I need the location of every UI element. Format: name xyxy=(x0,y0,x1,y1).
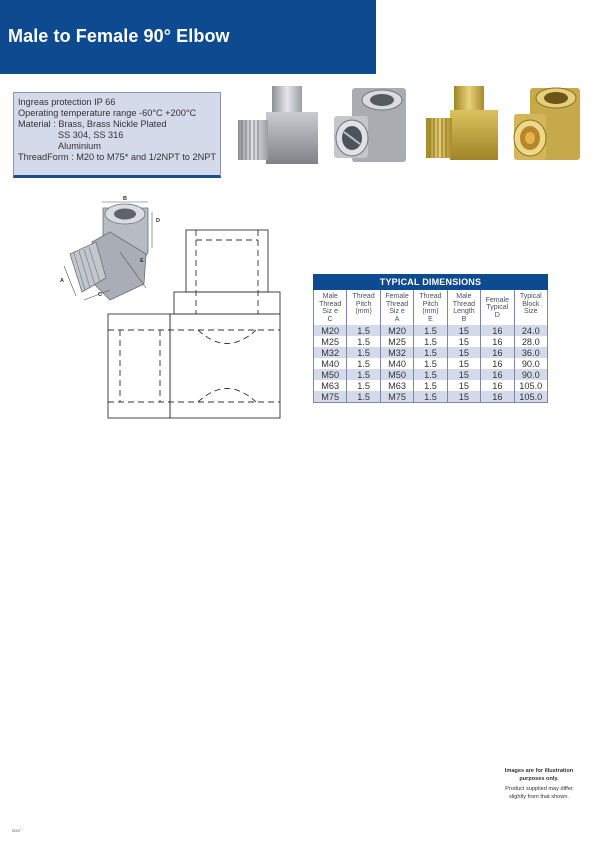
product-photo-ss-side xyxy=(230,82,326,172)
table-cell: 16 xyxy=(481,369,514,380)
table-cell: 15 xyxy=(447,336,480,347)
title-banner xyxy=(0,0,376,74)
table-header-row xyxy=(314,290,548,325)
col-female-typical: Female Typical D xyxy=(481,290,514,325)
col-male-thread-size: Male Thread Siz e C xyxy=(314,290,347,325)
table-cell: 24.0 xyxy=(514,325,547,336)
disclaimer-note xyxy=(498,768,580,801)
table-cell: 1.5 xyxy=(347,347,380,358)
disclaimer-line-4: slightly from that shown. xyxy=(508,793,569,800)
specification-box xyxy=(13,92,221,178)
spec-temperature: Operating temperature range -60°C +200°C xyxy=(18,108,197,118)
table-cell: 1.5 xyxy=(414,369,447,380)
table-title: TYPICAL DIMENSIONS xyxy=(313,274,548,290)
table-cell: 15 xyxy=(447,347,480,358)
table-row xyxy=(314,325,548,336)
spec-material-ss: SS 304, SS 316 xyxy=(58,130,124,140)
product-photo-brass-side xyxy=(420,82,504,172)
table-cell: 16 xyxy=(481,391,514,403)
col-typical-block-size: Typical Block Size xyxy=(514,290,547,325)
table-cell: 36.0 xyxy=(514,347,547,358)
table-cell: 16 xyxy=(481,325,514,336)
table-cell: M50 xyxy=(314,369,347,380)
table-row xyxy=(314,391,548,403)
col-female-thread-size: Female Thread Siz e A xyxy=(380,290,413,325)
table-cell: 1.5 xyxy=(347,369,380,380)
table-cell: 1.5 xyxy=(414,325,447,336)
table-cell: 1.5 xyxy=(414,391,447,403)
isometric-elbow-illustration xyxy=(64,202,152,300)
table-cell: M25 xyxy=(380,336,413,347)
spec-material: Material : Brass, Brass Nickle Plated xyxy=(18,119,167,129)
disclaimer-line-2: purposes only. xyxy=(519,775,559,782)
product-photo-brass-open xyxy=(510,82,586,172)
disclaimer-line-1: Images are for illustration xyxy=(504,768,574,774)
table-cell: 90.0 xyxy=(514,369,547,380)
table-cell: 1.5 xyxy=(347,391,380,403)
table-cell: M75 xyxy=(380,391,413,403)
table-cell: M40 xyxy=(314,358,347,369)
table-cell: 1.5 xyxy=(414,347,447,358)
typical-dimensions-table xyxy=(313,274,548,403)
table-cell: 16 xyxy=(481,336,514,347)
table-cell: M20 xyxy=(314,325,347,336)
table-cell: M25 xyxy=(314,336,347,347)
table-cell: 16 xyxy=(481,380,514,391)
table-cell: M32 xyxy=(380,347,413,358)
page-code: 0007 xyxy=(12,828,21,833)
dim-label-b: B xyxy=(123,196,127,202)
spec-threadform: ThreadForm : M20 to M75* and 1/2NPT to 2NPT xyxy=(18,152,216,162)
col-male-thread-pitch: Thread Pitch (mm) xyxy=(347,290,380,325)
product-photo-ss-open xyxy=(330,82,412,172)
table-cell: 15 xyxy=(447,391,480,403)
table-cell: M32 xyxy=(314,347,347,358)
table-cell: 15 xyxy=(447,325,480,336)
table-cell: 15 xyxy=(447,369,480,380)
table-cell: 1.5 xyxy=(347,336,380,347)
table-cell: 105.0 xyxy=(514,391,547,403)
table-cell: M75 xyxy=(314,391,347,403)
table-cell: 105.0 xyxy=(514,380,547,391)
technical-drawing xyxy=(48,192,288,428)
dim-label-d: D xyxy=(156,218,160,224)
spec-ingress: Ingreas protection IP 66 xyxy=(18,97,116,107)
table-cell: 15 xyxy=(447,380,480,391)
table-cell: 15 xyxy=(447,358,480,369)
dim-label-e: E xyxy=(140,258,144,264)
table-cell: 1.5 xyxy=(347,380,380,391)
table-row xyxy=(314,336,548,347)
dim-label-a: A xyxy=(60,278,64,284)
table-row xyxy=(314,380,548,391)
col-female-thread-pitch: Thread Pitch (mm) E xyxy=(414,290,447,325)
page-title: Male to Female 90° Elbow xyxy=(8,26,230,46)
table-row xyxy=(314,358,548,369)
table-row xyxy=(314,347,548,358)
table-cell: 90.0 xyxy=(514,358,547,369)
table-row xyxy=(314,369,548,380)
table-cell: M50 xyxy=(380,369,413,380)
col-male-thread-length: Male Thread Length B xyxy=(447,290,480,325)
table-cell: 16 xyxy=(481,347,514,358)
table-cell: M63 xyxy=(380,380,413,391)
dim-label-c: C xyxy=(98,292,102,298)
table-cell: 1.5 xyxy=(414,336,447,347)
table-cell: M63 xyxy=(314,380,347,391)
table-cell: M20 xyxy=(380,325,413,336)
table-cell: 28.0 xyxy=(514,336,547,347)
spec-material-al: Aluminium xyxy=(58,141,101,151)
table-cell: 16 xyxy=(481,358,514,369)
table-cell: 1.5 xyxy=(414,358,447,369)
table-cell: 1.5 xyxy=(414,380,447,391)
table-cell: M40 xyxy=(380,358,413,369)
disclaimer-line-3: Product supplied may differ xyxy=(505,786,573,792)
table-cell: 1.5 xyxy=(347,325,380,336)
table-cell: 1.5 xyxy=(347,358,380,369)
